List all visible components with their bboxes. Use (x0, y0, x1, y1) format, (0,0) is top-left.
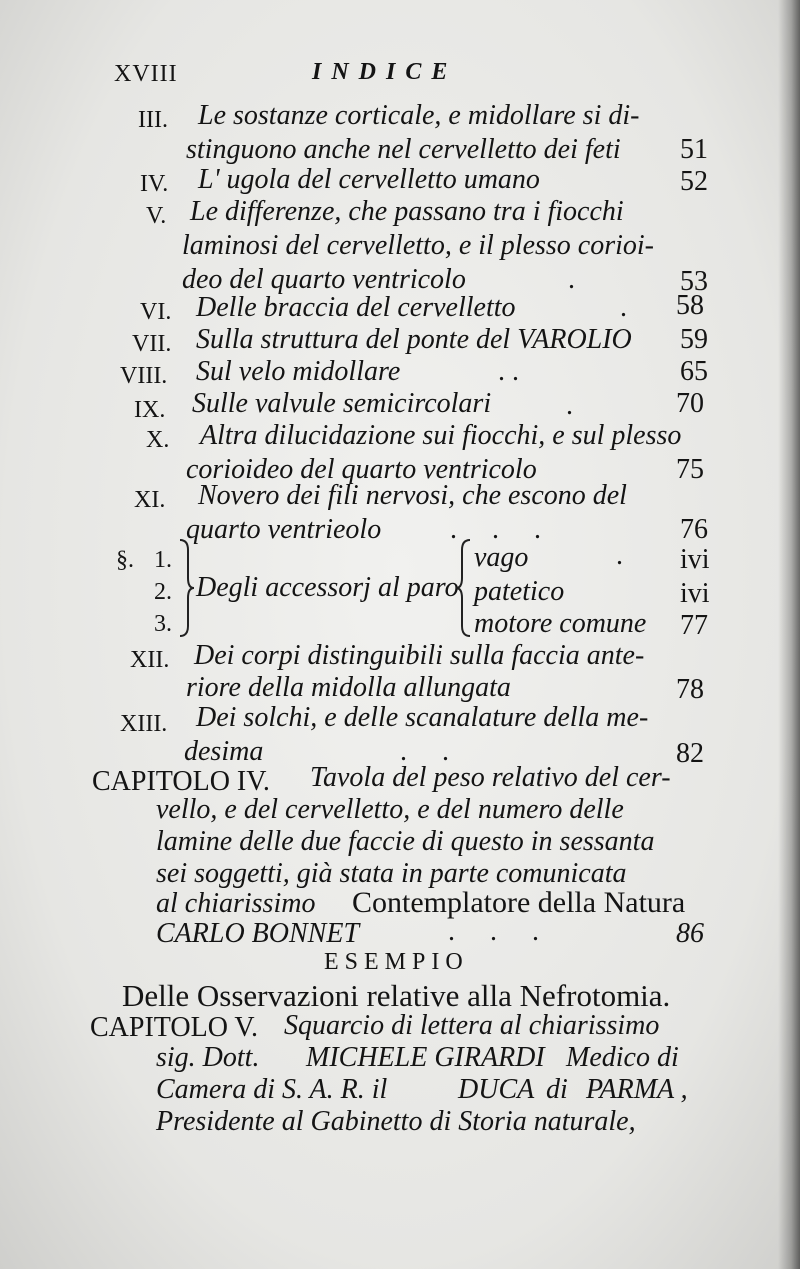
sub-item-page: ivi (680, 578, 710, 609)
entry-text: L' ugola del cervelletto umano (198, 164, 540, 195)
entry-text: desima (184, 736, 264, 767)
entry-text: riore della midolla allungata (186, 672, 511, 703)
section-sign: §. (116, 547, 134, 573)
entry-number: VI. (140, 299, 172, 325)
chapter-text: Squarcio di lettera al chiarissimo (284, 1010, 660, 1041)
left-brace-icon (176, 536, 196, 640)
place-name: PARMA , (586, 1074, 688, 1105)
entry-text: stinguono anche nel cervelletto dei feti (186, 134, 621, 165)
chapter-label: CAPITOLO IV. (92, 766, 270, 797)
entry-text: laminosi del cervelletto, e il plesso corioi- (182, 230, 655, 261)
title-word: DUCA (458, 1074, 535, 1105)
section-subheading: Delle Osservazioni relative alla Nefrotomia. (122, 978, 671, 1013)
chapter-text: Presidente al Gabinetto di Storia naturale, (156, 1106, 636, 1137)
chapter-text-roman: Contemplatore della Natura (352, 886, 686, 919)
entry-dots: . (620, 292, 627, 323)
sub-item-page: ivi (680, 544, 710, 575)
entry-page: 59 (680, 324, 708, 355)
chapter-text: lamine delle due faccie di questo in sessanta (156, 826, 655, 857)
entry-page: 76 (680, 514, 708, 545)
entry-number: III. (138, 107, 168, 133)
entry-dots: . (566, 390, 573, 421)
entry-dots: . . (498, 356, 519, 387)
entry-number: X. (146, 427, 170, 453)
entry-text: deo del quarto ventricolo (182, 264, 466, 295)
sub-item-page: 77 (680, 610, 708, 641)
entry-number: XIII. (120, 711, 168, 737)
entry-text: corioideo del quarto ventricolo (186, 454, 537, 485)
sub-item-label: vago (474, 542, 529, 573)
entry-page: 82 (676, 738, 704, 769)
person-name: MICHELE GIRARDI (306, 1042, 545, 1073)
chapter-text: Medico di (566, 1042, 679, 1073)
chapter-label: CAPITOLO V. (90, 1012, 259, 1043)
entry-number: IX. (134, 397, 166, 423)
entry-number: VII. (132, 331, 172, 357)
entry-text: quarto ventrieolo (186, 514, 382, 545)
sub-number: 2. (154, 579, 172, 605)
entry-text: Sulla struttura del ponte del VAROLIO (196, 324, 632, 355)
author-name: CARLO BONNET (156, 918, 360, 949)
entry-page: 52 (680, 166, 708, 197)
entry-text: Sulle valvule semicircolari (192, 388, 492, 419)
entry-dots: . . (400, 736, 449, 767)
entry-page: 58 (676, 290, 704, 321)
chapter-text: di (546, 1074, 568, 1105)
chapter-text: Tavola del peso relativo del cer- (310, 762, 671, 793)
entry-page: 78 (676, 674, 704, 705)
entry-text: Le sostanze corticale, e midollare si di- (198, 100, 640, 131)
entry-number: V. (146, 203, 167, 229)
page-edge-shadow (778, 0, 800, 1269)
entry-page: 65 (680, 356, 708, 387)
page-number-label: XVIII (114, 61, 178, 87)
chapter-text: sig. Dott. (156, 1042, 260, 1073)
entry-number: XII. (130, 647, 170, 673)
sub-item-label: patetico (474, 576, 565, 607)
chapter-page: 86 (676, 918, 704, 949)
sub-number: 3. (154, 611, 172, 637)
entry-number: IV. (140, 171, 169, 197)
entry-dots: . . . (450, 514, 541, 545)
entry-page: 51 (680, 134, 708, 165)
entry-text: Delle braccia del cervelletto (196, 292, 516, 323)
sub-item-dots: . (616, 540, 623, 571)
sub-item-label: motore comune (474, 608, 647, 639)
chapter-text: sei soggetti, già stata in parte comunicata (156, 858, 627, 889)
sub-section-text: Degli accessorj al paro (196, 572, 459, 603)
entry-text: Altra dilucidazione sui fiocchi, e sul plesso (200, 420, 682, 451)
entry-number: XI. (134, 487, 166, 513)
page-title: INDICE (312, 59, 458, 85)
sub-number: 1. (154, 547, 172, 573)
entry-text: Sul velo midollare (196, 356, 401, 387)
chapter-text-italic: al chiarissimo (156, 888, 316, 919)
section-heading: ESEMPIO (324, 949, 469, 975)
entry-page: 53 (680, 266, 708, 297)
entry-number: VIII. (120, 363, 168, 389)
right-brace-icon (454, 536, 474, 640)
entry-page: 75 (676, 454, 704, 485)
entry-text: Dei corpi distinguibili sulla faccia ante- (194, 640, 645, 671)
entry-text: Dei solchi, e delle scanalature della me- (196, 702, 649, 733)
entry-text: Le differenze, che passano tra i fiocchi (190, 196, 624, 227)
chapter-dots: . . . (448, 916, 539, 947)
entry-dots: . (568, 264, 575, 295)
entry-text: Novero dei fili nervosi, che escono del (198, 480, 627, 511)
entry-page: 70 (676, 388, 704, 419)
chapter-text: Camera di S. A. R. il (156, 1074, 388, 1105)
chapter-text: vello, e del cervelletto, e del numero delle (156, 794, 624, 825)
